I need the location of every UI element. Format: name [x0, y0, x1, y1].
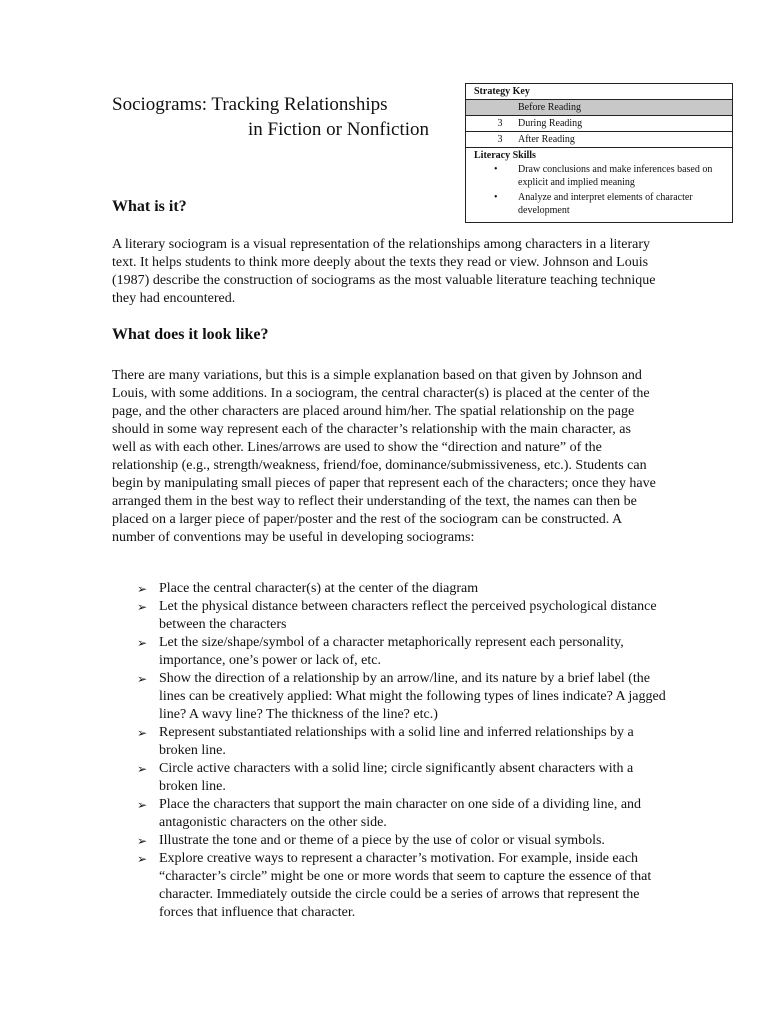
convention-item — [137, 598, 667, 634]
literacy-skill-text: Analyze and interpret elements of character development — [518, 192, 693, 216]
arrow-bullet-icon: ➢ — [137, 834, 148, 848]
literacy-skill-item — [474, 163, 732, 189]
conventions-list — [137, 580, 667, 922]
convention-text: Let the physical distance between characters reflect the perceived psychological distance between the characters — [159, 599, 657, 632]
heading-what-does-it-look-like: What does it look like? — [112, 326, 269, 343]
convention-item — [137, 634, 667, 670]
convention-text: Illustrate the tone and or theme of a piece by the use of color or visual symbols. — [159, 833, 605, 848]
arrow-bullet-icon: ➢ — [137, 762, 148, 776]
literacy-skill-text: Draw conclusions and make inferences based on explicit and implied meaning — [518, 164, 713, 188]
literacy-skill-item — [474, 191, 732, 217]
strategy-key-label: After Reading — [518, 134, 575, 145]
strategy-key-box — [465, 83, 733, 223]
arrow-bullet-icon: ➢ — [137, 636, 148, 650]
arrow-bullet-icon: ➢ — [137, 600, 148, 614]
strategy-key-row — [466, 132, 732, 148]
convention-item — [137, 760, 667, 796]
convention-text: Let the size/shape/symbol of a character metaphorically represent each personality, importance, one’s power or lack of, etc. — [159, 635, 624, 668]
bullet-icon: • — [494, 192, 498, 203]
arrow-bullet-icon: ➢ — [137, 852, 148, 866]
literacy-skills-list — [474, 163, 732, 217]
convention-item — [137, 724, 667, 760]
heading-what-is-it: What is it? — [112, 198, 187, 215]
bullet-icon: • — [494, 164, 498, 175]
strategy-key-heading: Strategy Key — [474, 86, 530, 97]
arrow-bullet-icon: ➢ — [137, 798, 148, 812]
paragraph-what-does-it-look-like: There are many variations, but this is a simple explanation based on that given by Johnson and Louis, with some additions. In a sociogram, the central character(s) is placed at the center of the page, and the other characters are placed around him/her. The spatial relationship on the page should in some way represent each of the character’s relationship with the main character, as well as with each other. Lines/arrows are used to show the “direction and nature” of the relationship (e.g., strength/weakness, friend/foe, dominance/submissiveness, etc.). Students can begin by manipulating small pieces of paper that represent each of the characters; once they have arranged them in the best way to reflect their understanding of the text, the names can then be placed on a larger piece of paper/poster and the rest of the sociogram can be constructed. A number of conventions may be useful in developing sociograms: — [112, 368, 656, 545]
arrow-bullet-icon: ➢ — [137, 672, 148, 686]
paragraph-what-is-it: A literary sociogram is a visual representation of the relationships among characters in a literary text. It helps students to think more deeply about the texts they read or view. Johnson and Louis (1987) describe the construction of sociograms as the most valuable literature teaching technique they had encountered. — [112, 237, 656, 306]
strategy-key-row — [466, 116, 732, 132]
convention-text: Explore creative ways to represent a character’s motivation. For example, inside each “character’s circle” might be one or more words that seem to capture the essence of that character. Immediately outside the circle could be a series of arrows that represent the forces that influence that character. — [159, 851, 652, 920]
strategy-key-label: During Reading — [518, 118, 583, 129]
convention-text: Show the direction of a relationship by an arrow/line, and its nature by a brief label (the lines can be creatively applied: What might the following types of lines indicate? A jagged line? A wavy line? The thickness of the line? etc.) — [159, 671, 666, 722]
convention-item — [137, 832, 667, 850]
literacy-skills-heading: Literacy Skills — [474, 150, 536, 161]
strategy-key-header — [466, 84, 732, 100]
convention-text: Place the central character(s) at the center of the diagram — [159, 581, 479, 596]
title-line-2: in Fiction or Nonfiction — [248, 119, 430, 140]
convention-item — [137, 850, 667, 922]
convention-item — [137, 796, 667, 832]
strategy-key-row — [466, 100, 732, 116]
strategy-key-number: 3 — [497, 134, 503, 145]
strategy-key-label: Before Reading — [518, 102, 582, 113]
arrow-bullet-icon: ➢ — [137, 582, 148, 596]
strategy-key-number: 3 — [497, 118, 503, 129]
convention-item — [137, 670, 667, 724]
literacy-skills-section — [466, 148, 732, 222]
convention-text: Circle active characters with a solid line; circle significantly absent characters with a broken line. — [159, 761, 634, 794]
convention-text: Place the characters that support the main character on one side of a dividing line, and antagonistic characters on the other side. — [159, 797, 642, 830]
convention-item — [137, 580, 667, 598]
arrow-bullet-icon: ➢ — [137, 726, 148, 740]
convention-text: Represent substantiated relationships with a solid line and inferred relationships by a broken line. — [159, 725, 634, 758]
title-line-1: Sociograms: Tracking Relationships — [112, 94, 388, 115]
